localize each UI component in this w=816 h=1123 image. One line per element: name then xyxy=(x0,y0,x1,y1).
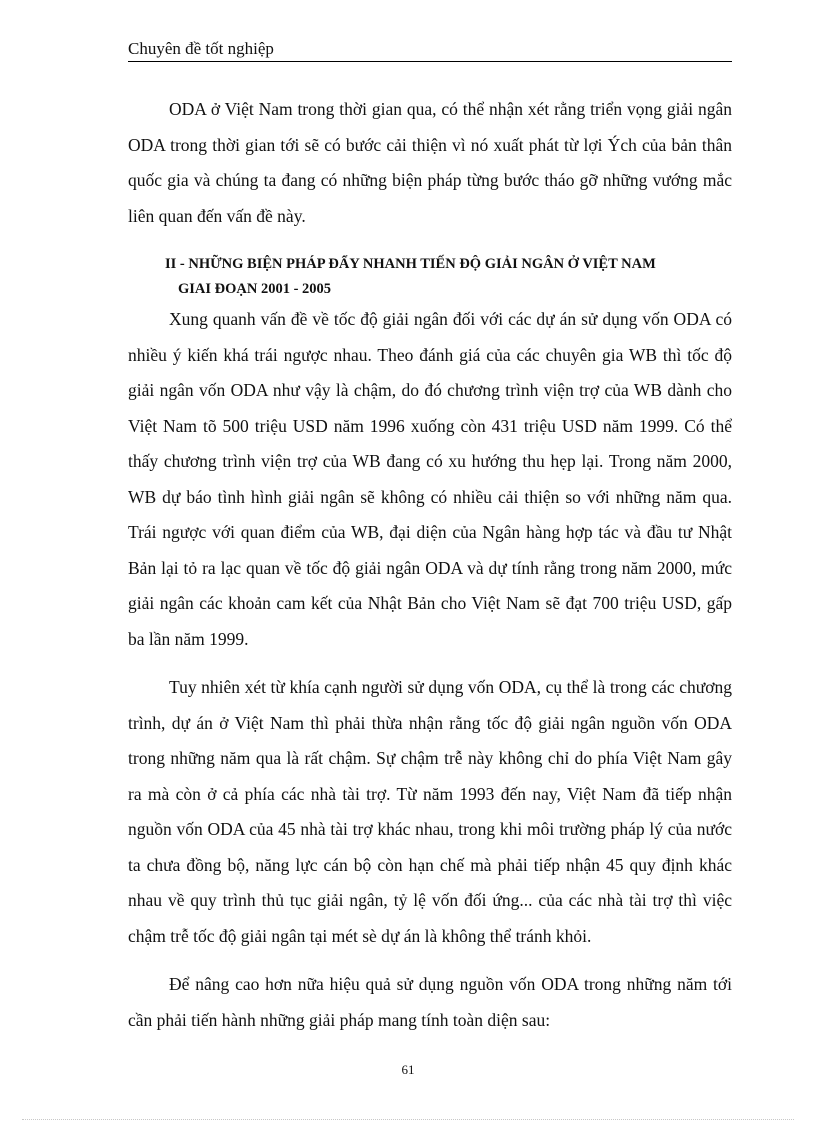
footer-divider xyxy=(22,1119,794,1120)
page-content xyxy=(128,92,732,1051)
section-heading xyxy=(128,252,732,302)
paragraph-1: ODA ở Việt Nam trong thời gian qua, có thể nhận xét rằng triển vọng giải ngân ODA trong thời gian tới sẽ có bước cải thiện vì nó xuất phát từ lợi Ých của bản thân quốc gia và chúng ta đang có những biện pháp từng bước tháo gỡ những vướng mắc liên quan đến vấn đề này. xyxy=(128,99,732,226)
header-rule xyxy=(128,61,732,62)
paragraph-3: Tuy nhiên xét từ khía cạnh người sử dụng vốn ODA, cụ thể là trong các chương trình, dự án ở Việt Nam thì phải thừa nhận rằng tốc độ giải ngân nguồn vốn ODA trong những năm qua là rất chậm. Sự chậm trễ này không chỉ do phía Việt Nam gây ra mà còn ở cả phía các nhà tài trợ. Từ năm 1993 đến nay, Việt Nam đã tiếp nhận nguồn vốn ODA của 45 nhà tài trợ khác nhau, trong khi môi trường pháp lý của nước ta chưa đồng bộ, năng lực cán bộ còn hạn chế mà phải tiếp nhận 45 quy định khác nhau về quy trình thủ tục giải ngân, tỷ lệ vốn đối ứng... của các nhà tài trợ thì việc chậm trễ tốc độ giải ngân tại mét sè dự án là không thể tránh khỏi. xyxy=(128,677,732,946)
paragraph-2: Xung quanh vấn đề về tốc độ giải ngân đối với các dự án sử dụng vốn ODA có nhiều ý kiến khá trái ngược nhau. Theo đánh giá của các chuyên gia WB thì tốc độ giải ngân vốn ODA như vậy là chậm, do đó chương trình viện trợ của WB dành cho Việt Nam tõ 500 triệu USD năm 1996 xuống còn 431 triệu USD năm 1999. Có thể thấy chương trình viện trợ của WB đang có xu hướng thu hẹp lại. Trong năm 2000, WB dự báo tình hình giải ngân sẽ không có nhiều cải thiện so với những năm qua. Trái ngược với quan điểm của WB, đại diện của Ngân hàng hợp tác và đầu tư Nhật Bản lại tỏ ra lạc quan về tốc độ giải ngân ODA và dự tính rằng trong năm 2000, mức giải ngân các khoản cam kết của Nhật Bản cho Việt Nam sẽ đạt 700 triệu USD, gấp ba lần năm 1999. xyxy=(128,309,732,649)
running-header: Chuyên đề tốt nghiệp xyxy=(128,39,274,58)
section-heading-line-2: GIAI ĐOẠN 2001 - 2005 xyxy=(178,281,332,297)
page-number: 61 xyxy=(401,1062,415,1077)
section-heading-line-1: II - NHỮNG BIỆN PHÁP ĐẨY NHANH TIẾN ĐỘ GIẢI NGÂN Ở VIỆT NAM xyxy=(165,256,656,272)
paragraph-4: Để nâng cao hơn nữa hiệu quả sử dụng nguồn vốn ODA trong những năm tới cần phải tiến hành những giải pháp mang tính toàn diện sau: xyxy=(128,974,732,1030)
